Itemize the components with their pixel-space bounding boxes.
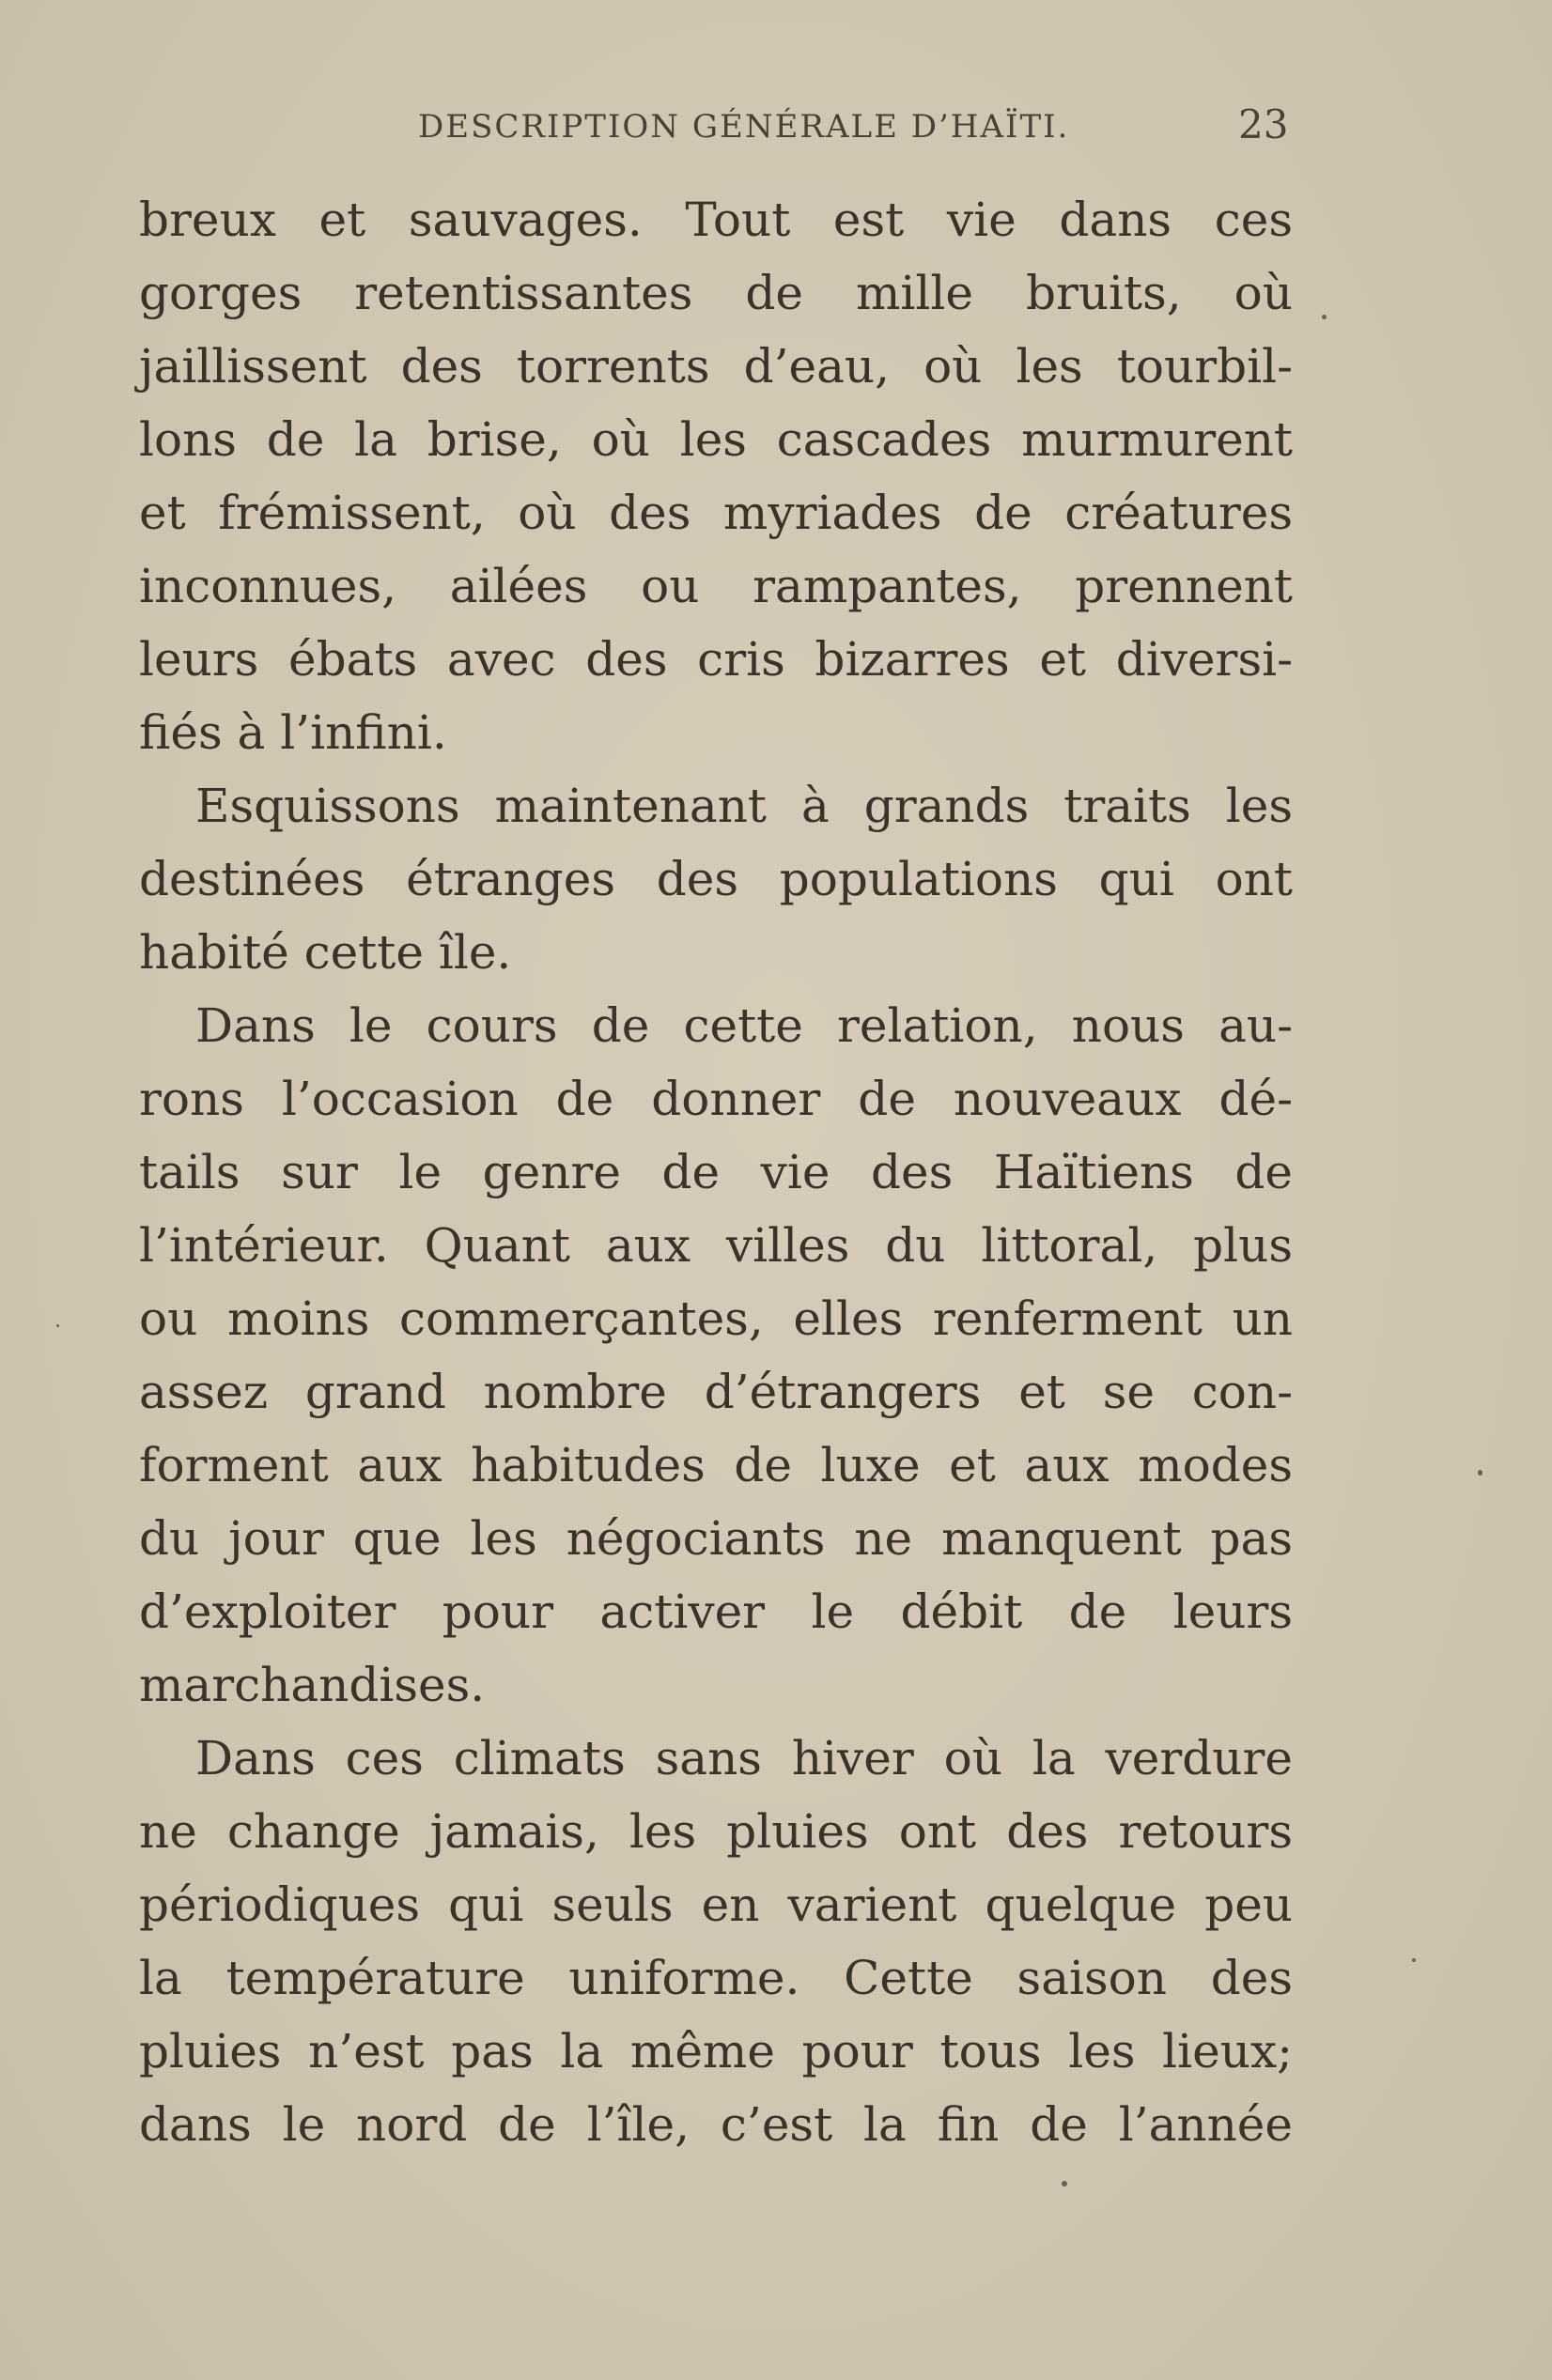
running-header-title: DESCRIPTION GÉNÉRALE D’HAÏTI. <box>418 108 1070 146</box>
text-line: Dans le cours de cette relation, nous au- <box>195 998 1293 1053</box>
text-line: pluies n’est pas la même pour tous les lieux; <box>139 2024 1293 2079</box>
text-line: et frémissent, où des myriades de créatures <box>139 486 1293 540</box>
text-line: lons de la brise, où les cascades murmurent <box>139 412 1293 467</box>
text-line: périodiques qui seuls en varient quelque peu <box>139 1878 1293 1932</box>
text-line: Esquissons maintenant à grands traits les <box>195 779 1293 833</box>
text-line: habité cette île. <box>139 925 512 980</box>
text-line: marchandises. <box>139 1658 486 1712</box>
text-line: jaillissent des torrents d’eau, où les tourbil- <box>139 339 1293 394</box>
text-line: fiés à l’infini. <box>139 705 447 760</box>
paper-speck <box>1412 1958 1416 1962</box>
text-line: Dans ces climats sans hiver où la verdure <box>195 1731 1293 1785</box>
text-line: destinées étranges des populations qui ont <box>139 852 1293 906</box>
text-line: leurs ébats avec des cris bizarres et diversi- <box>139 632 1293 687</box>
paper-speck <box>1478 1470 1482 1476</box>
paper-speck <box>1322 315 1327 319</box>
text-line: forment aux habitudes de luxe et aux modes <box>139 1438 1293 1492</box>
text-line: du jour que les négociants ne manquent pas <box>139 1511 1293 1566</box>
text-line: breux et sauvages. Tout est vie dans ces <box>139 193 1293 247</box>
text-line: rons l’occasion de donner de nouveaux dé- <box>139 1072 1293 1126</box>
paper-speck <box>56 1324 59 1327</box>
text-line: d’exploiter pour activer le débit de leurs <box>139 1584 1293 1639</box>
text-line: l’intérieur. Quant aux villes du littoral, plus <box>139 1218 1293 1273</box>
text-line: la température uniforme. Cette saison des <box>139 1951 1293 2005</box>
paper-speck <box>1062 2181 1067 2187</box>
text-line: dans le nord de l’île, c’est la fin de l’année <box>139 2097 1293 2152</box>
text-line: assez grand nombre d’étrangers et se con- <box>139 1365 1293 1419</box>
text-line: inconnues, ailées ou rampantes, prennent <box>139 559 1293 613</box>
body-text <box>139 183 1293 2161</box>
text-line: gorges retentissantes de mille bruits, où <box>139 266 1293 320</box>
text-line: ou moins commerçantes, elles renferment un <box>139 1291 1293 1346</box>
page-number: 23 <box>1238 101 1289 147</box>
text-line: ne change jamais, les pluies ont des retours <box>139 1804 1293 1859</box>
text-line: tails sur le genre de vie des Haïtiens de <box>139 1145 1293 1199</box>
